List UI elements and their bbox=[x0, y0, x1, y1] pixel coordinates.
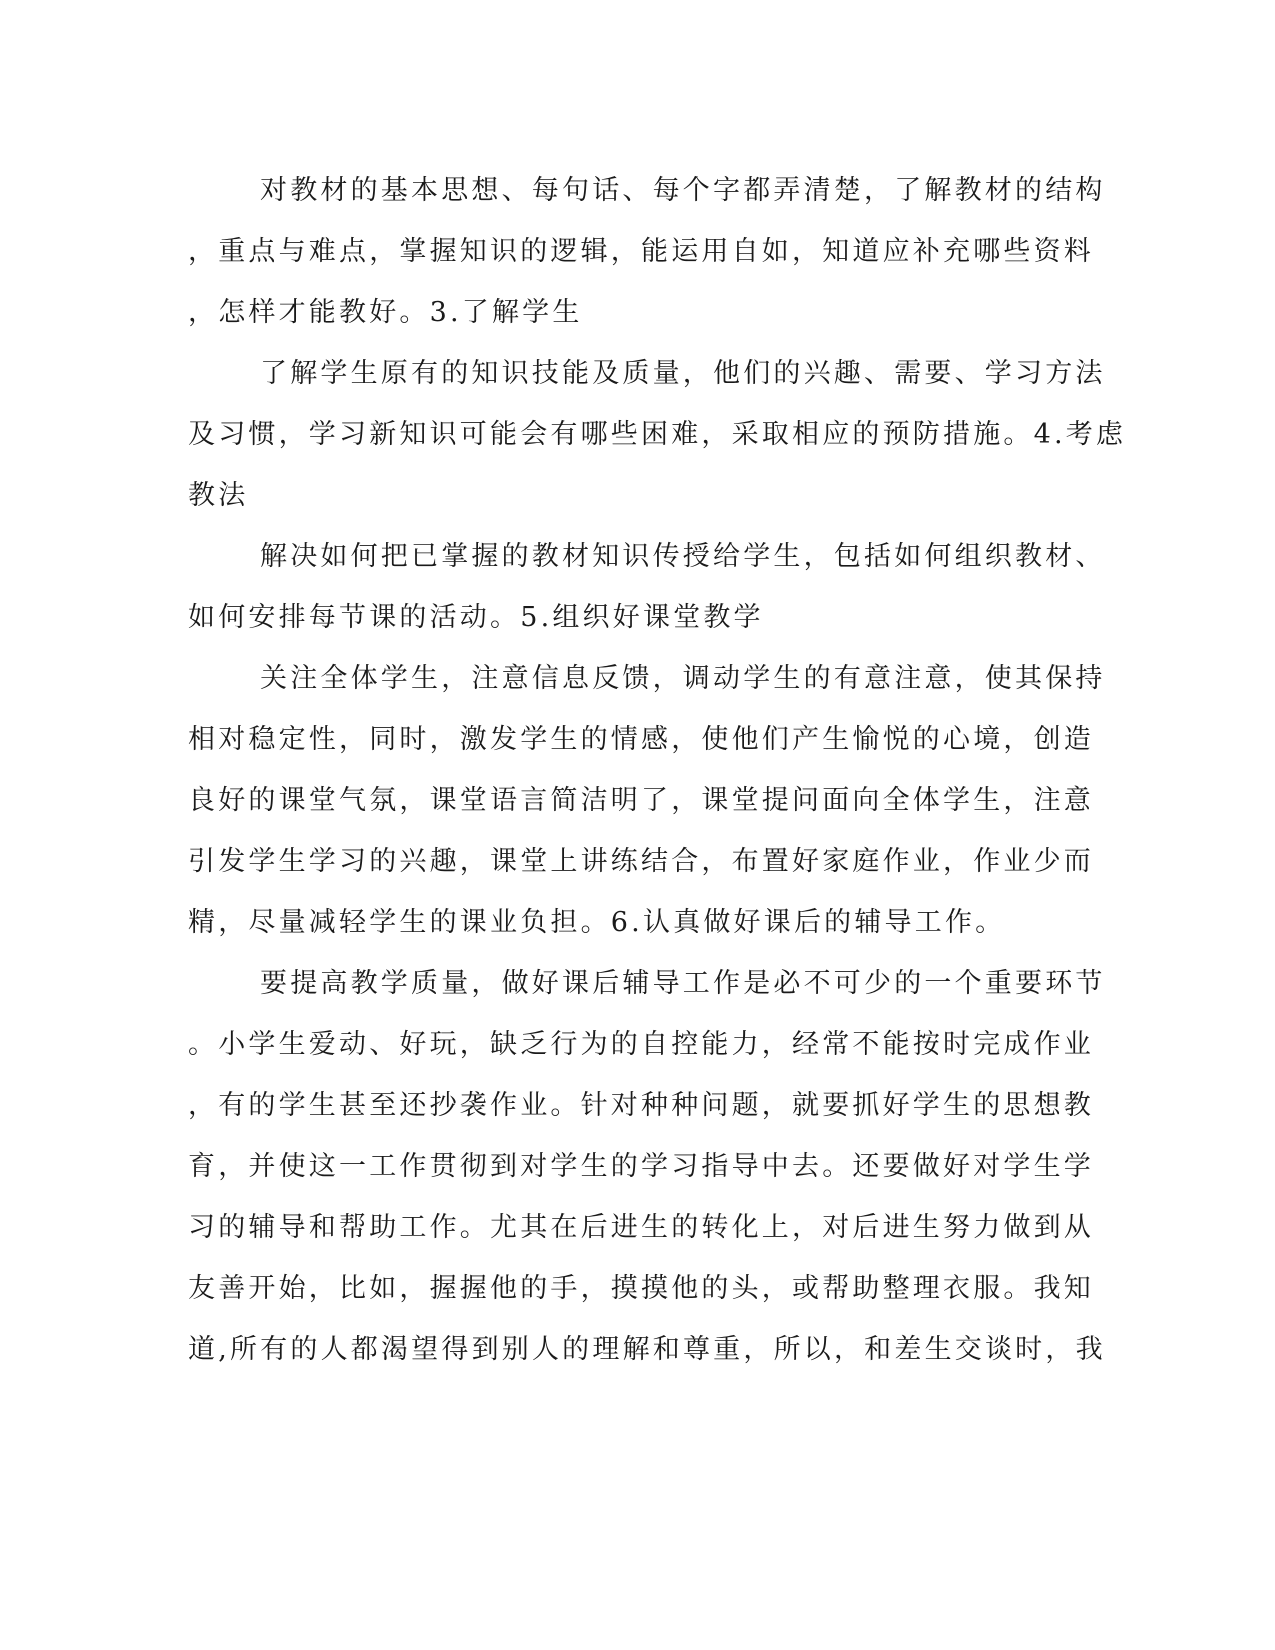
paragraph-line: ，怎样才能教好。3.了解学生 bbox=[188, 297, 583, 328]
paragraph-line: 教法 bbox=[188, 480, 249, 511]
paragraph-5 bbox=[188, 953, 1106, 1380]
paragraph-4 bbox=[188, 648, 1106, 953]
paragraph-line: 了解学生原有的知识技能及质量，他们的兴趣、需要、学习方法 bbox=[260, 358, 1106, 389]
paragraph-line: 要提高教学质量，做好课后辅导工作是必不可少的一个重要环节 bbox=[260, 968, 1106, 999]
paragraph-3 bbox=[188, 526, 1106, 648]
paragraph-line: 相对稳定性，同时，激发学生的情感，使他们产生愉悦的心境，创造 bbox=[188, 724, 1094, 755]
paragraph-line: 道,所有的人都渴望得到别人的理解和尊重，所以，和差生交谈时，我 bbox=[188, 1334, 1106, 1365]
paragraph-line: 习的辅导和帮助工作。尤其在后进生的转化上，对后进生努力做到从 bbox=[188, 1212, 1094, 1243]
paragraph-line: 及习惯，学习新知识可能会有哪些困难，采取相应的预防措施。4.考虑 bbox=[188, 419, 1127, 450]
paragraph-line: 如何安排每节课的活动。5.组织好课堂教学 bbox=[188, 602, 764, 633]
paragraph-line: 精，尽量减轻学生的课业负担。6.认真做好课后的辅导工作。 bbox=[188, 907, 1006, 938]
paragraph-line: ，重点与难点，掌握知识的逻辑，能运用自如，知道应补充哪些资料 bbox=[188, 236, 1094, 267]
paragraph-line: ，有的学生甚至还抄袭作业。针对种种问题，就要抓好学生的思想教 bbox=[188, 1090, 1094, 1121]
paragraph-line: 友善开始，比如，握握他的手，摸摸他的头，或帮助整理衣服。我知 bbox=[188, 1273, 1094, 1304]
paragraph-2 bbox=[188, 343, 1127, 526]
paragraph-line: 良好的课堂气氛，课堂语言简洁明了，课堂提问面向全体学生，注意 bbox=[188, 785, 1094, 816]
paragraph-line: 引发学生学习的兴趣，课堂上讲练结合，布置好家庭作业，作业少而 bbox=[188, 846, 1094, 877]
paragraph-1 bbox=[188, 160, 1106, 343]
paragraph-line: 解决如何把已掌握的教材知识传授给学生，包括如何组织教材、 bbox=[260, 541, 1106, 572]
document-body bbox=[188, 160, 1127, 1380]
paragraph-line: 。小学生爱动、好玩，缺乏行为的自控能力，经常不能按时完成作业 bbox=[188, 1029, 1094, 1060]
paragraph-line: 对教材的基本思想、每句话、每个字都弄清楚，了解教材的结构 bbox=[260, 175, 1106, 206]
paragraph-line: 育，并使这一工作贯彻到对学生的学习指导中去。还要做好对学生学 bbox=[188, 1151, 1094, 1182]
paragraph-line: 关注全体学生，注意信息反馈，调动学生的有意注意，使其保持 bbox=[260, 663, 1106, 694]
